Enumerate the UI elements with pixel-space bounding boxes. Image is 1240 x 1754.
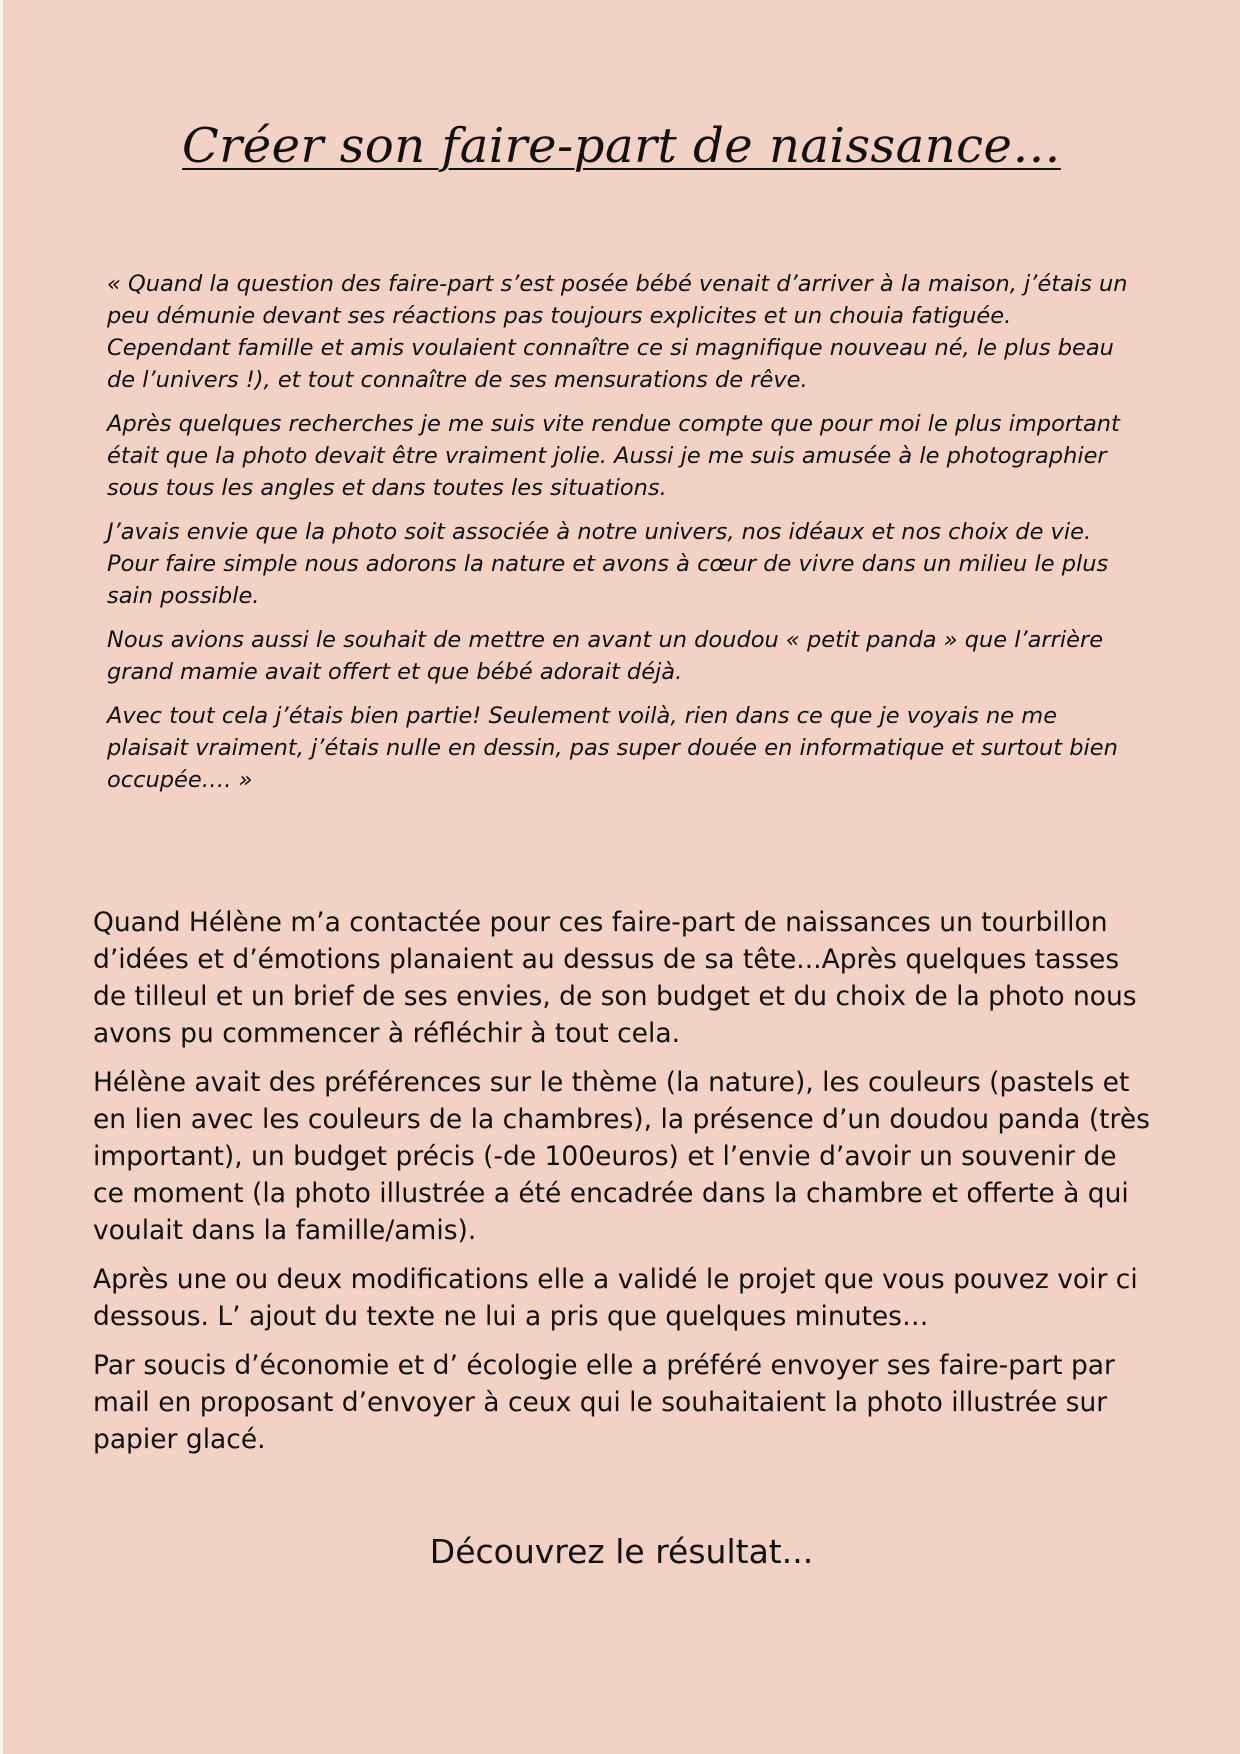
body-paragraph: Hélène avait des préférences sur le thème (la nature), les couleurs (pastels et en lien avec les couleurs de la chambres), la présence d’un doudou panda (très important), un budget précis (-de 100euros) et l’envie d’avoir un souvenir de ce moment (la photo illustrée a été encadrée dans la chambre et offerte à qui voulait dans la famille/amis).	[93, 1067, 1150, 1246]
quote-paragraph: Après quelques recherches je me suis vite rendue compte que pour moi le plus important était que la photo devait être vraiment jolie. Aussi je me suis amusée à le photographier sous tous les angles et dans toutes les situations.	[107, 411, 1120, 501]
call-to-action: Découvrez le résultat...	[429, 1532, 814, 1571]
body-paragraph: Après une ou deux modifications elle a validé le projet que vous pouvez voir ci dessous. L’ ajout du texte ne lui a pris que quelques minutes…	[93, 1264, 1138, 1332]
quote-paragraph: Nous avions aussi le souhait de mettre en avant un doudou « petit panda » que l’arrière grand mamie avait offert et que bébé adorait déjà.	[107, 627, 1104, 685]
page-title: Créer son faire-part de naissance…	[182, 118, 1061, 174]
quote-paragraph: « Quand la question des faire-part s’est posée bébé venait d’arriver à la maison, j’étais un peu démunie devant ses réactions pas toujours explicites et un chouia fatiguée. Cependant famille et amis voulaient connaître ce si magnifique nouveau né, le plus beau de l’univers !), et tout connaître de ses mensurations de rêve.	[107, 271, 1128, 393]
body-paragraph: Par soucis d’économie et d’ écologie elle a préféré envoyer ses faire-part par mail en proposant d’envoyer à ceux qui le souhaitaient la photo illustrée sur papier glacé.	[93, 1350, 1115, 1455]
project-description	[93, 904, 1153, 1470]
quote-paragraph: Avec tout cela j’étais bien partie! Seulement voilà, rien dans ce que je voyais ne me plaisait vraiment, j’étais nulle en dessin, pas super douée en informatique et surtout bien occupée…. »	[107, 703, 1118, 793]
testimonial-quote	[107, 268, 1137, 808]
quote-paragraph: J’avais envie que la photo soit associée à notre univers, nos idéaux et nos choix de vie. Pour faire simple nous adorons la nature et avons à cœur de vivre dans un milieu le plus sain possible.	[107, 519, 1109, 609]
body-paragraph: Quand Hélène m’a contactée pour ces faire-part de naissances un tourbillon d’idées et d’émotions planaient au dessus de sa tête...Après quelques tasses de tilleul et un brief de ses envies, de son budget et du choix de la photo nous avons pu commencer à réfléchir à tout cela.	[93, 907, 1137, 1049]
